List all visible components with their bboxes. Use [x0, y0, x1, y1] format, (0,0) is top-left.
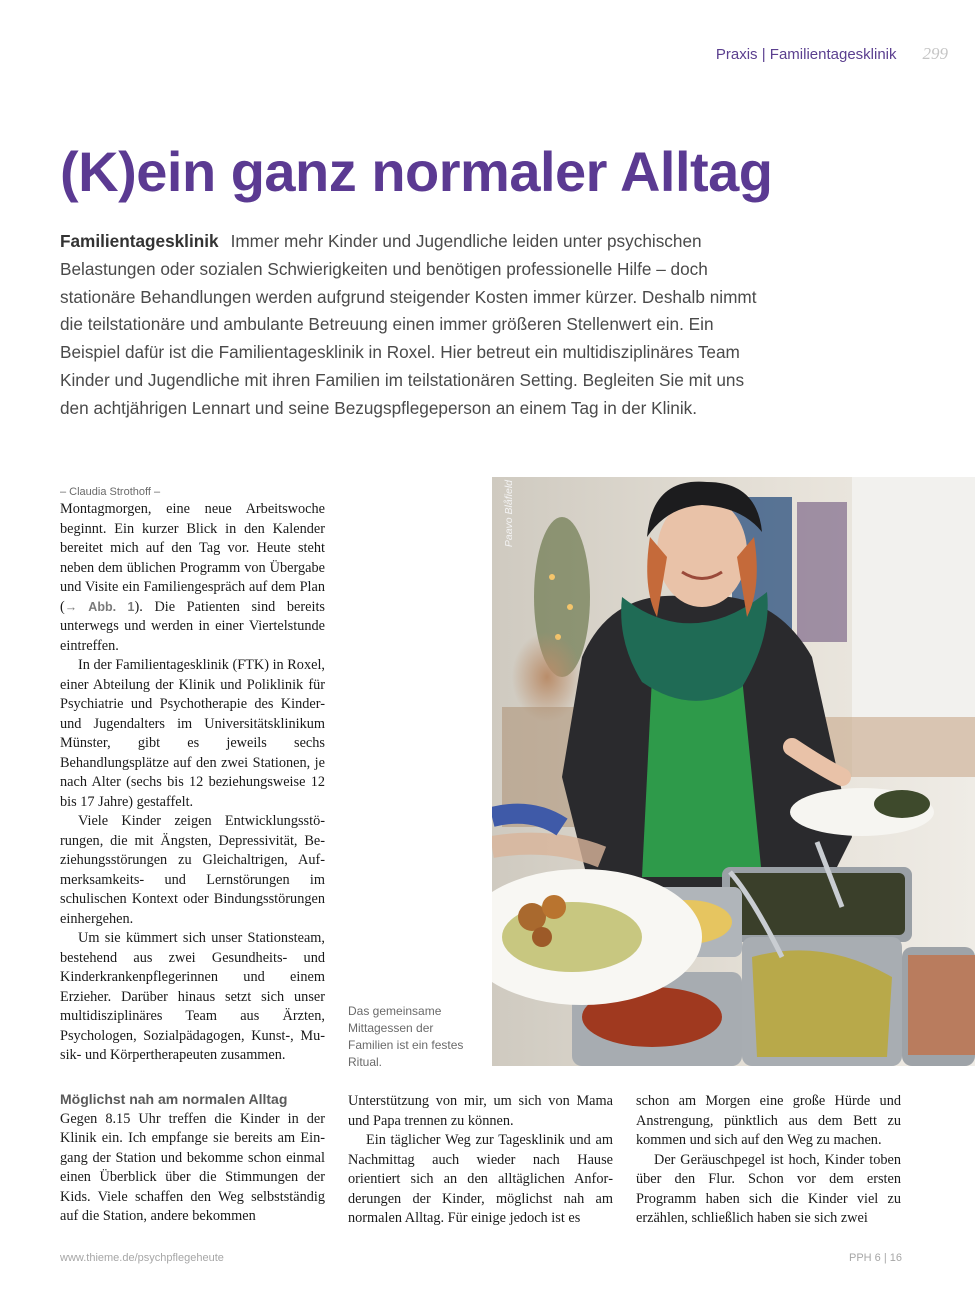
paragraph-4: Um sie kümmert sich unser Stationsteam, bestehend aus zwei Gesundheits- und Kinderkrankenpflegerinnen und einem Erzieher. Darüber hinaus setzt sich unser multidisziplinäres Team aus Ärzten, Psychologen, Sozialpädagogen, Kunst-, Musik- und Körpertherapeuten zusammen.: [60, 930, 325, 1063]
photo-illustration: [492, 477, 975, 1066]
paragraph-1-text-a: Montagmorgen, eine neue Arbeitswoche beginnt. Ein kurzer Blick in den Kalender bereitet mich auf den Tag vor. Heute steht neben dem üblichen Programm von Übergabe und Visite ein Familiengespräch auf dem Plan (: [60, 501, 325, 615]
article-lead: [60, 228, 760, 423]
running-header: [716, 44, 948, 66]
article-photo: [492, 477, 975, 1066]
section-subheading: Möglichst nah am normalen Alltag: [60, 1091, 288, 1107]
paragraph-3: Viele Kinder zeigen Entwicklungsstörungen, die mit Ängsten, Depressivität, Beziehungsstörungen zu Gleichaltrigen, Aufmerksamkeits- und Lernstörungen im schulischen Kontext oder Bindungsstörungen einhergehen.: [60, 813, 325, 927]
column-3-bottom: [636, 1092, 901, 1229]
paragraph-1: [60, 500, 325, 656]
column-1-top: [60, 484, 325, 1066]
paragraph-9: Der Geräuschpegel ist hoch, Kinder toben über den Flur. Schon vor dem ersten Programm haben sich die Kinder viel zu erzählen, schließlich haben sie sich zwei: [636, 1151, 901, 1226]
paragraph-7: Ein täglicher Weg zur Tagesklinik und am Nachmittag auch wieder nach Hause orientiert sich an den alltäglichen Anforderungen der Kinder, möglichst nah am normalen Alltag. Für einige jedoch ist es: [348, 1132, 613, 1226]
column-1-bottom: [60, 1090, 325, 1227]
paragraph-2: In der Familientagesklinik (FTK) in Roxel, einer Abteilung der Klinik und Poliklinik für Psychiatrie und Psychotherapie des Kinder- und Jugendalters im Universitätsklinikum Münster, gibt es jeweils sechs Behandlungsplätze auf den zwei Stationen, je nach Alter (sechs bis 12 beziehungsweise 12 bis 17 Jahre) gestaffelt.: [60, 657, 325, 810]
photo-caption: Das gemeinsame Mittagessen der Familien ist ein festes Ritual.: [348, 1004, 464, 1069]
paragraph-6: Unterstützung von mir, um sich von Mama und Papa trennen zu können.: [348, 1093, 613, 1129]
paragraph-5: Gegen 8.15 Uhr treffen die Kinder in der Klinik ein. Ich empfange sie bereits am Eingang der Station und bekomme schon einmal einen Überblick über die Stimmungen der Kids. Viele schaffen den Weg selbstständig auf die Station, andere bekommen: [60, 1110, 325, 1224]
lead-text: Immer mehr Kinder und Jugendliche leiden unter psychischen Belastungen oder sozialen Schwierigkeiten und benötigen professionelle Hilfe – doch stationäre Behandlungen werden aufgrund steigender Kosten immer kürzer. Deshalb nimmt die teilstationäre und ambulante Betreuung einen immer größeren Stellenwert ein. Ein Beispiel dafür ist die Familientagesklinik in Roxel. Hier betreut ein multidisziplinäres Team Kinder und Jugendliche mit ihren Familien im teilstationären Setting. Begleiten Sie mit uns den achtjährigen Lennart und seine Bezugspflegeperson an einem Tag in der Klinik.: [60, 231, 757, 418]
paragraph-8: schon am Morgen eine große Hürde und Anstrengung, pünktlich aus dem Bett zu kommen und sich auf den Weg zu machen.: [636, 1093, 901, 1148]
article-title: (K)ein ganz normaler Alltag: [60, 140, 773, 203]
photo-credit: Paavo Blåfield: [503, 480, 515, 548]
footer-url-link[interactable]: www.thieme.de/psychpflegeheute: [60, 1252, 224, 1264]
paragraph-1-text-b: ). Die Patienten sind bereits unterwegs und werden in einer Viertelstunde eintreffen.: [60, 598, 325, 654]
column-2-bottom: [348, 1092, 613, 1229]
footer-issue: PPH 6 | 16: [849, 1252, 902, 1264]
figure-reference-link[interactable]: → Abb. 1: [64, 599, 135, 614]
lead-keyword: Familientagesklinik: [60, 231, 219, 251]
section-label: Praxis | Familientagesklinik: [715, 46, 897, 63]
author-byline: – Claudia Strothoff –: [60, 486, 161, 498]
page-number: 299: [922, 44, 948, 63]
